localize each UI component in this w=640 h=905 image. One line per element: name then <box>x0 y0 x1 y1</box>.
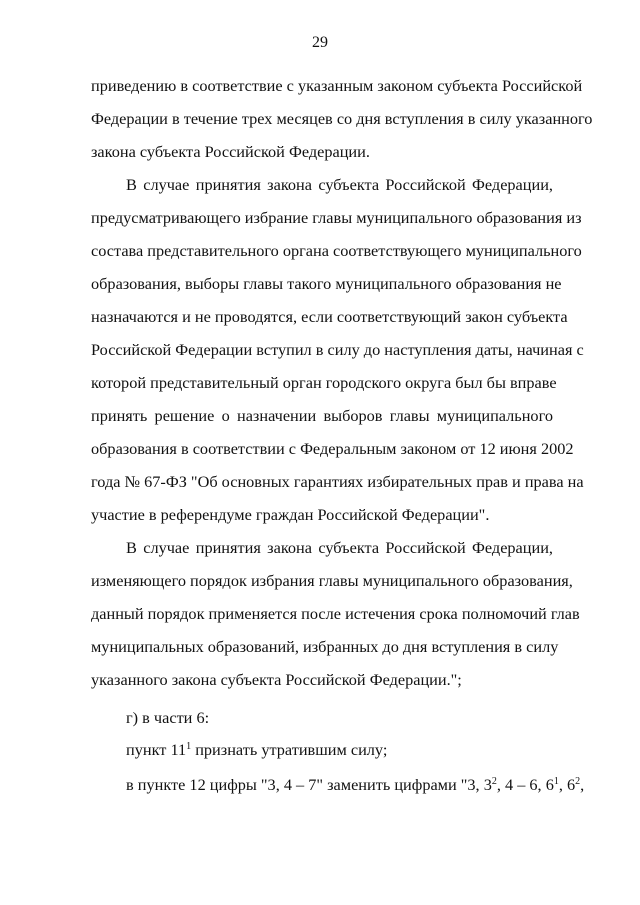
paragraph-line: указанного закона субъекта Российской Федерации."; <box>91 670 462 689</box>
item-12-text: , <box>580 775 585 794</box>
amendment-item-11 <box>126 740 588 760</box>
paragraph-line: Российской Федерации вступил в силу до наступления даты, начиная с <box>91 340 584 359</box>
paragraph-line: принять решение о назначении выборов главы муниципального <box>91 406 553 425</box>
item-11-superscript: 1 <box>186 741 192 752</box>
item-12-superscript: 2 <box>575 776 581 787</box>
paragraph-line: данный порядок применяется после истечения срока полномочий глав <box>91 604 580 623</box>
item-12-text: , 4 – 6, 6 <box>496 775 554 794</box>
amendment-item-12 <box>126 775 588 795</box>
item-11-text-end: признать утратившим силу; <box>191 740 388 759</box>
item-12-text: в пункте 12 цифры "3, 4 – 7" заменить цифрами "3, 3 <box>126 775 492 794</box>
paragraph-line: предусматривающего избрание главы муниципального образования из <box>91 208 582 227</box>
page-number: 29 <box>312 34 328 51</box>
item-12-superscript: 1 <box>553 776 559 787</box>
amendment-item-g: г) в части 6: <box>126 708 210 727</box>
paragraph-line: образования, выборы главы такого муниципального образования не <box>91 274 562 293</box>
paragraph-line: состава представительного органа соответствующего муниципального <box>91 241 582 260</box>
paragraph-line: которой представительный орган городского округа был бы вправе <box>91 373 557 392</box>
item-12-superscript: 2 <box>491 776 497 787</box>
paragraph-line: муниципальных образований, избранных до дня вступления в силу <box>91 637 559 656</box>
item-11-text: пункт 11 <box>126 740 187 759</box>
paragraph-line: года № 67-ФЗ "Об основных гарантиях избирательных прав и права на <box>91 472 584 491</box>
paragraph-line: закона субъекта Российской Федерации. <box>91 142 370 161</box>
paragraph-line: В случае принятия закона субъекта Российской Федерации, <box>126 538 553 557</box>
paragraph-line: образования в соответствии с Федеральным законом от 12 июня 2002 <box>91 439 574 458</box>
paragraph-line: Федерации в течение трех месяцев со дня вступления в силу указанного <box>91 109 593 128</box>
paragraph-line: В случае принятия закона субъекта Российской Федерации, <box>126 175 553 194</box>
item-12-text: , 6 <box>558 775 576 794</box>
paragraph-line: приведению в соответствие с указанным законом субъекта Российской <box>91 76 583 95</box>
paragraph-line: изменяющего порядок избрания главы муниципального образования, <box>91 571 573 590</box>
paragraph-line: участие в референдуме граждан Российской Федерации". <box>91 505 490 524</box>
paragraph-line: назначаются и не проводятся, если соответствующий закон субъекта <box>91 307 568 326</box>
